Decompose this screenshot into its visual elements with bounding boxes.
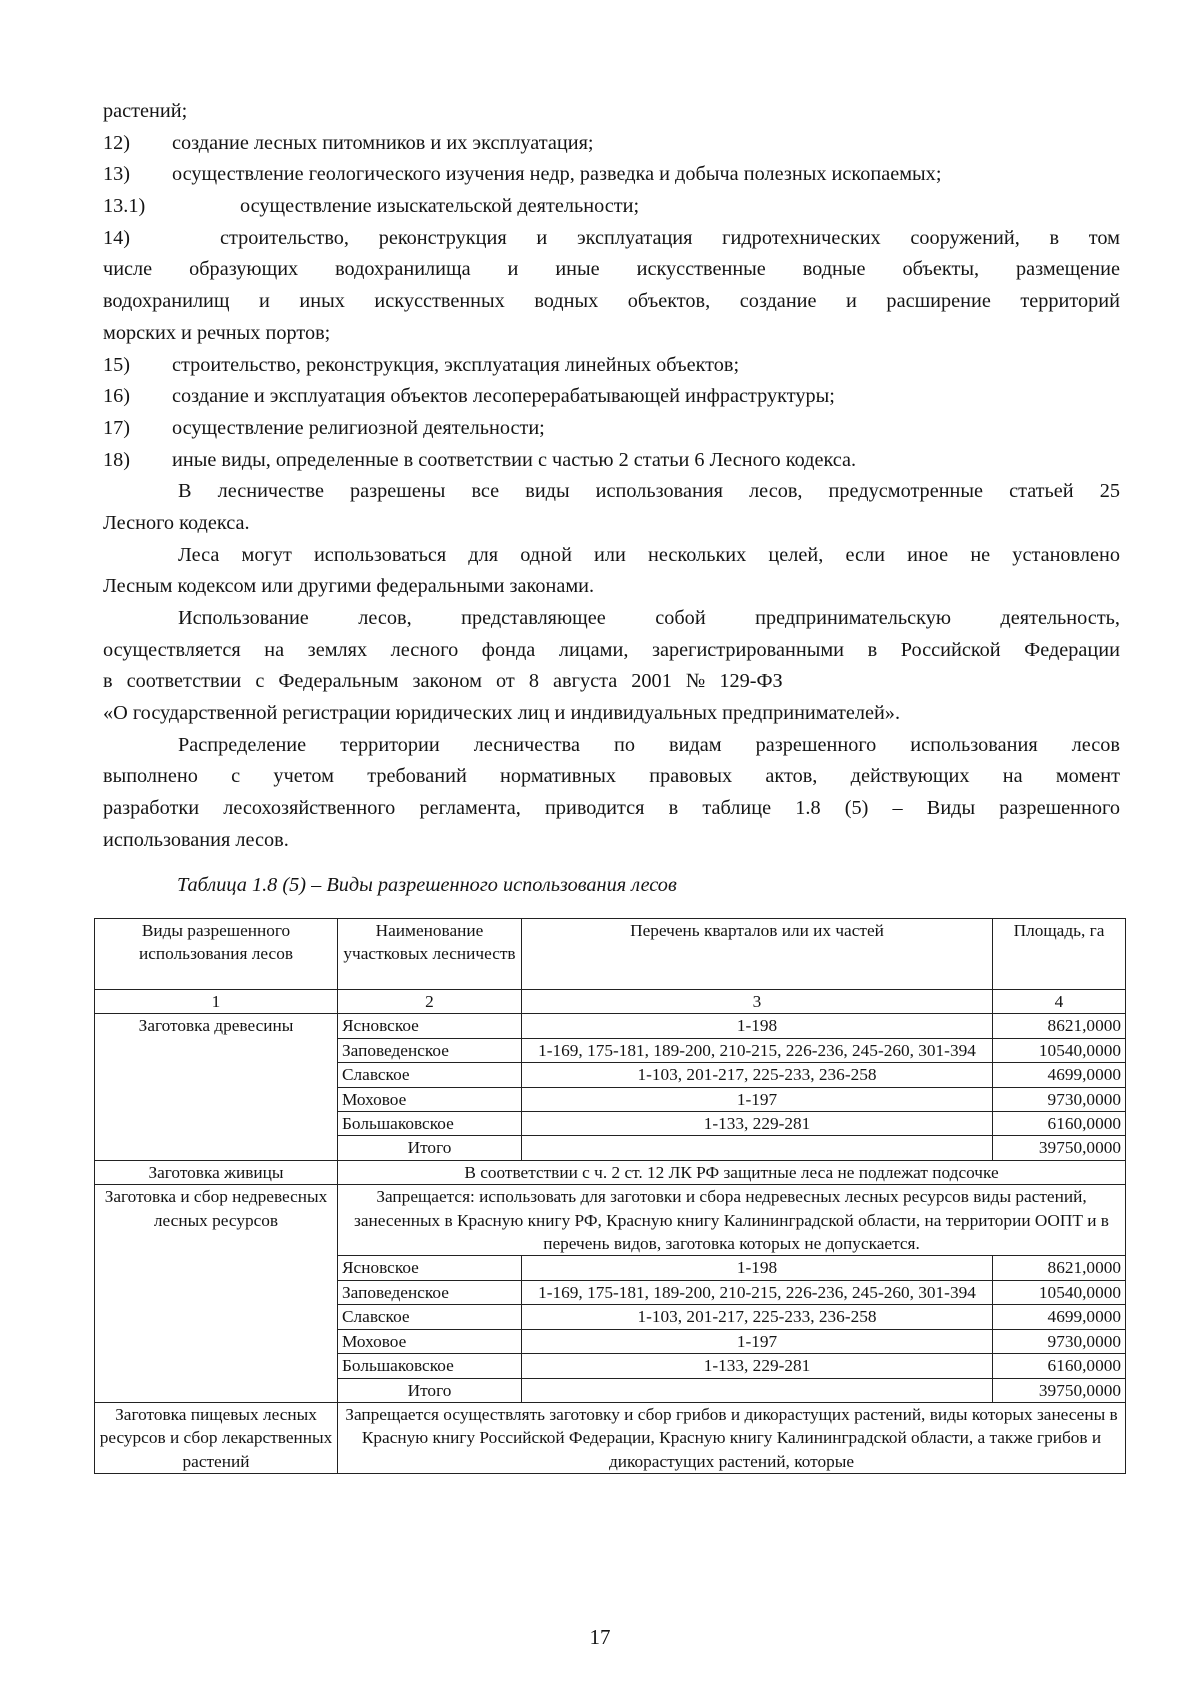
empty-cell <box>522 1136 993 1160</box>
forestry-cell: Моховое <box>338 1329 522 1353</box>
text-line: растений; <box>103 100 188 122</box>
table-row <box>95 1402 1126 1473</box>
forestry-cell: Большаковское <box>338 1112 522 1136</box>
forestry-cell: Славское <box>338 1305 522 1329</box>
area-cell: 6160,0000 <box>993 1112 1126 1136</box>
body-text <box>103 96 1120 857</box>
forestry-cell: Большаковское <box>338 1354 522 1378</box>
table-row <box>95 1185 1126 1256</box>
text-line: использования лесов. <box>103 828 289 851</box>
list-item: 13) осуществление геологического изучения недр, разведка и добыча полезных ископаемых; <box>103 163 942 186</box>
text-line: Использование лесов, представляющее собой предпринимательскую деятельность, <box>178 607 1120 629</box>
forestry-cell: Заповеденское <box>338 1280 522 1304</box>
forestry-cell: Заповеденское <box>338 1038 522 1062</box>
text-line: Распределение территории лесничества по видам разрешенного использования лесов <box>178 733 1120 756</box>
area-cell: 8621,0000 <box>993 1256 1126 1280</box>
area-cell: 10540,0000 <box>993 1280 1126 1304</box>
page-number: 17 <box>589 1625 611 1649</box>
text-line: осуществляется на землях лесного фонда лицами, зарегистрированными в Российской Федерации <box>103 638 1120 661</box>
quarters-cell: 1-198 <box>522 1014 993 1038</box>
column-number: 4 <box>993 990 1126 1014</box>
list-item: 14) строительство, реконструкция и эксплуатация гидротехнических сооружений, в том <box>103 226 1120 249</box>
quarters-cell: 1-133, 229-281 <box>522 1354 993 1378</box>
quarters-cell: 1-133, 229-281 <box>522 1112 993 1136</box>
text-line: В лесничестве разрешены все виды использования лесов, предусмотренные статьей 25 <box>178 480 1120 503</box>
total-label: Итого <box>338 1136 522 1160</box>
section-note: Запрещается: использовать для заготовки и сбора недревесных лесных ресурсов виды растений, занесенных в Красную книгу РФ, Красную книгу Калининградской области, на территории ООПТ и в перечень видов, заготовка которых не допускается. <box>338 1185 1126 1256</box>
table-caption: Таблица 1.8 (5) – Виды разрешенного использования лесов <box>177 874 677 896</box>
column-number: 3 <box>522 990 993 1014</box>
area-cell: 9730,0000 <box>993 1087 1126 1111</box>
column-number: 2 <box>338 990 522 1014</box>
list-item: 16) создание и эксплуатация объектов лесоперерабатывающей инфраструктуры; <box>103 385 835 408</box>
total-value: 39750,0000 <box>993 1378 1126 1402</box>
text-line: «О государственной регистрации юридических лиц и индивидуальных предпринимателей». <box>103 702 901 725</box>
quarters-cell: 1-103, 201-217, 225-233, 236-258 <box>522 1063 993 1087</box>
use-type-cell: Заготовка пищевых лесных ресурсов и сбор лекарственных растений <box>95 1402 338 1473</box>
area-cell: 6160,0000 <box>993 1354 1126 1378</box>
permitted-use-table <box>94 918 1126 1474</box>
table-header-row <box>95 919 1126 990</box>
text-line: Леса могут использоваться для одной или нескольких целей, если иное не установлено <box>178 543 1120 566</box>
area-cell: 10540,0000 <box>993 1038 1126 1062</box>
list-item: 15) строительство, реконструкция, эксплуатация линейных объектов; <box>103 353 740 376</box>
forestry-cell: Славское <box>338 1063 522 1087</box>
text-line: водохранилищ и иных искусственных водных объектов, создание и расширение территорий <box>103 290 1120 313</box>
column-header: Наименование участковых лесничеств <box>338 919 522 990</box>
section-note: В соответствии с ч. 2 ст. 12 ЛК РФ защитные леса не подлежат подсочке <box>338 1160 1126 1184</box>
quarters-cell: 1-197 <box>522 1329 993 1353</box>
table-row <box>95 1160 1126 1184</box>
area-cell: 9730,0000 <box>993 1329 1126 1353</box>
forestry-cell: Ясновское <box>338 1014 522 1038</box>
use-type-cell: Заготовка древесины <box>95 1014 338 1160</box>
quarters-cell: 1-198 <box>522 1256 993 1280</box>
text-line: Лесным кодексом или другими федеральными законами. <box>103 575 595 598</box>
total-label: Итого <box>338 1378 522 1402</box>
column-number-row <box>95 990 1126 1014</box>
text-line: выполнено с учетом требований нормативных правовых актов, действующих на момент <box>103 765 1120 788</box>
text-line: разработки лесохозяйственного регламента, приводится в таблице 1.8 (5) – Виды разрешенного <box>103 797 1120 820</box>
empty-cell <box>522 1378 993 1402</box>
text-line: морских и речных портов; <box>103 321 331 344</box>
text-line: в соответствии с Федеральным законом от 8 августа 2001 № 129-ФЗ <box>103 670 783 693</box>
text-line: Лесного кодекса. <box>103 511 250 534</box>
use-type-cell: Заготовка и сбор недревесных лесных ресурсов <box>95 1185 338 1403</box>
use-type-cell: Заготовка живицы <box>95 1160 338 1184</box>
column-header: Виды разрешенного использования лесов <box>95 919 338 990</box>
table-row <box>95 1014 1126 1038</box>
text-line: числе образующих водохранилища и иные искусственные водные объекты, размещение <box>103 258 1120 281</box>
list-item: 13.1) осуществление изыскательской деятельности; <box>103 195 640 218</box>
list-item: 17) осуществление религиозной деятельности; <box>103 416 545 439</box>
area-cell: 8621,0000 <box>993 1014 1126 1038</box>
column-number: 1 <box>95 990 338 1014</box>
column-header: Площадь, га <box>993 919 1126 990</box>
area-cell: 4699,0000 <box>993 1305 1126 1329</box>
list-item: 18) иные виды, определенные в соответствии с частью 2 статьи 6 Лесного кодекса. <box>103 448 857 471</box>
quarters-cell: 1-103, 201-217, 225-233, 236-258 <box>522 1305 993 1329</box>
area-cell: 4699,0000 <box>993 1063 1126 1087</box>
total-value: 39750,0000 <box>993 1136 1126 1160</box>
section-note: Запрещается осуществлять заготовку и сбор грибов и дикорастущих растений, виды которых занесены в Красную книгу Российской Федерации, Красную книгу Калининградской области, а также грибов и дикорастущих растений, которые <box>338 1402 1126 1473</box>
quarters-cell: 1-169, 175-181, 189-200, 210-215, 226-236, 245-260, 301-394 <box>522 1038 993 1062</box>
forestry-cell: Ясновское <box>338 1256 522 1280</box>
column-header: Перечень кварталов или их частей <box>522 919 993 990</box>
list-item: 12) создание лесных питомников и их эксплуатация; <box>103 131 594 154</box>
quarters-cell: 1-197 <box>522 1087 993 1111</box>
forestry-cell: Моховое <box>338 1087 522 1111</box>
quarters-cell: 1-169, 175-181, 189-200, 210-215, 226-236, 245-260, 301-394 <box>522 1280 993 1304</box>
